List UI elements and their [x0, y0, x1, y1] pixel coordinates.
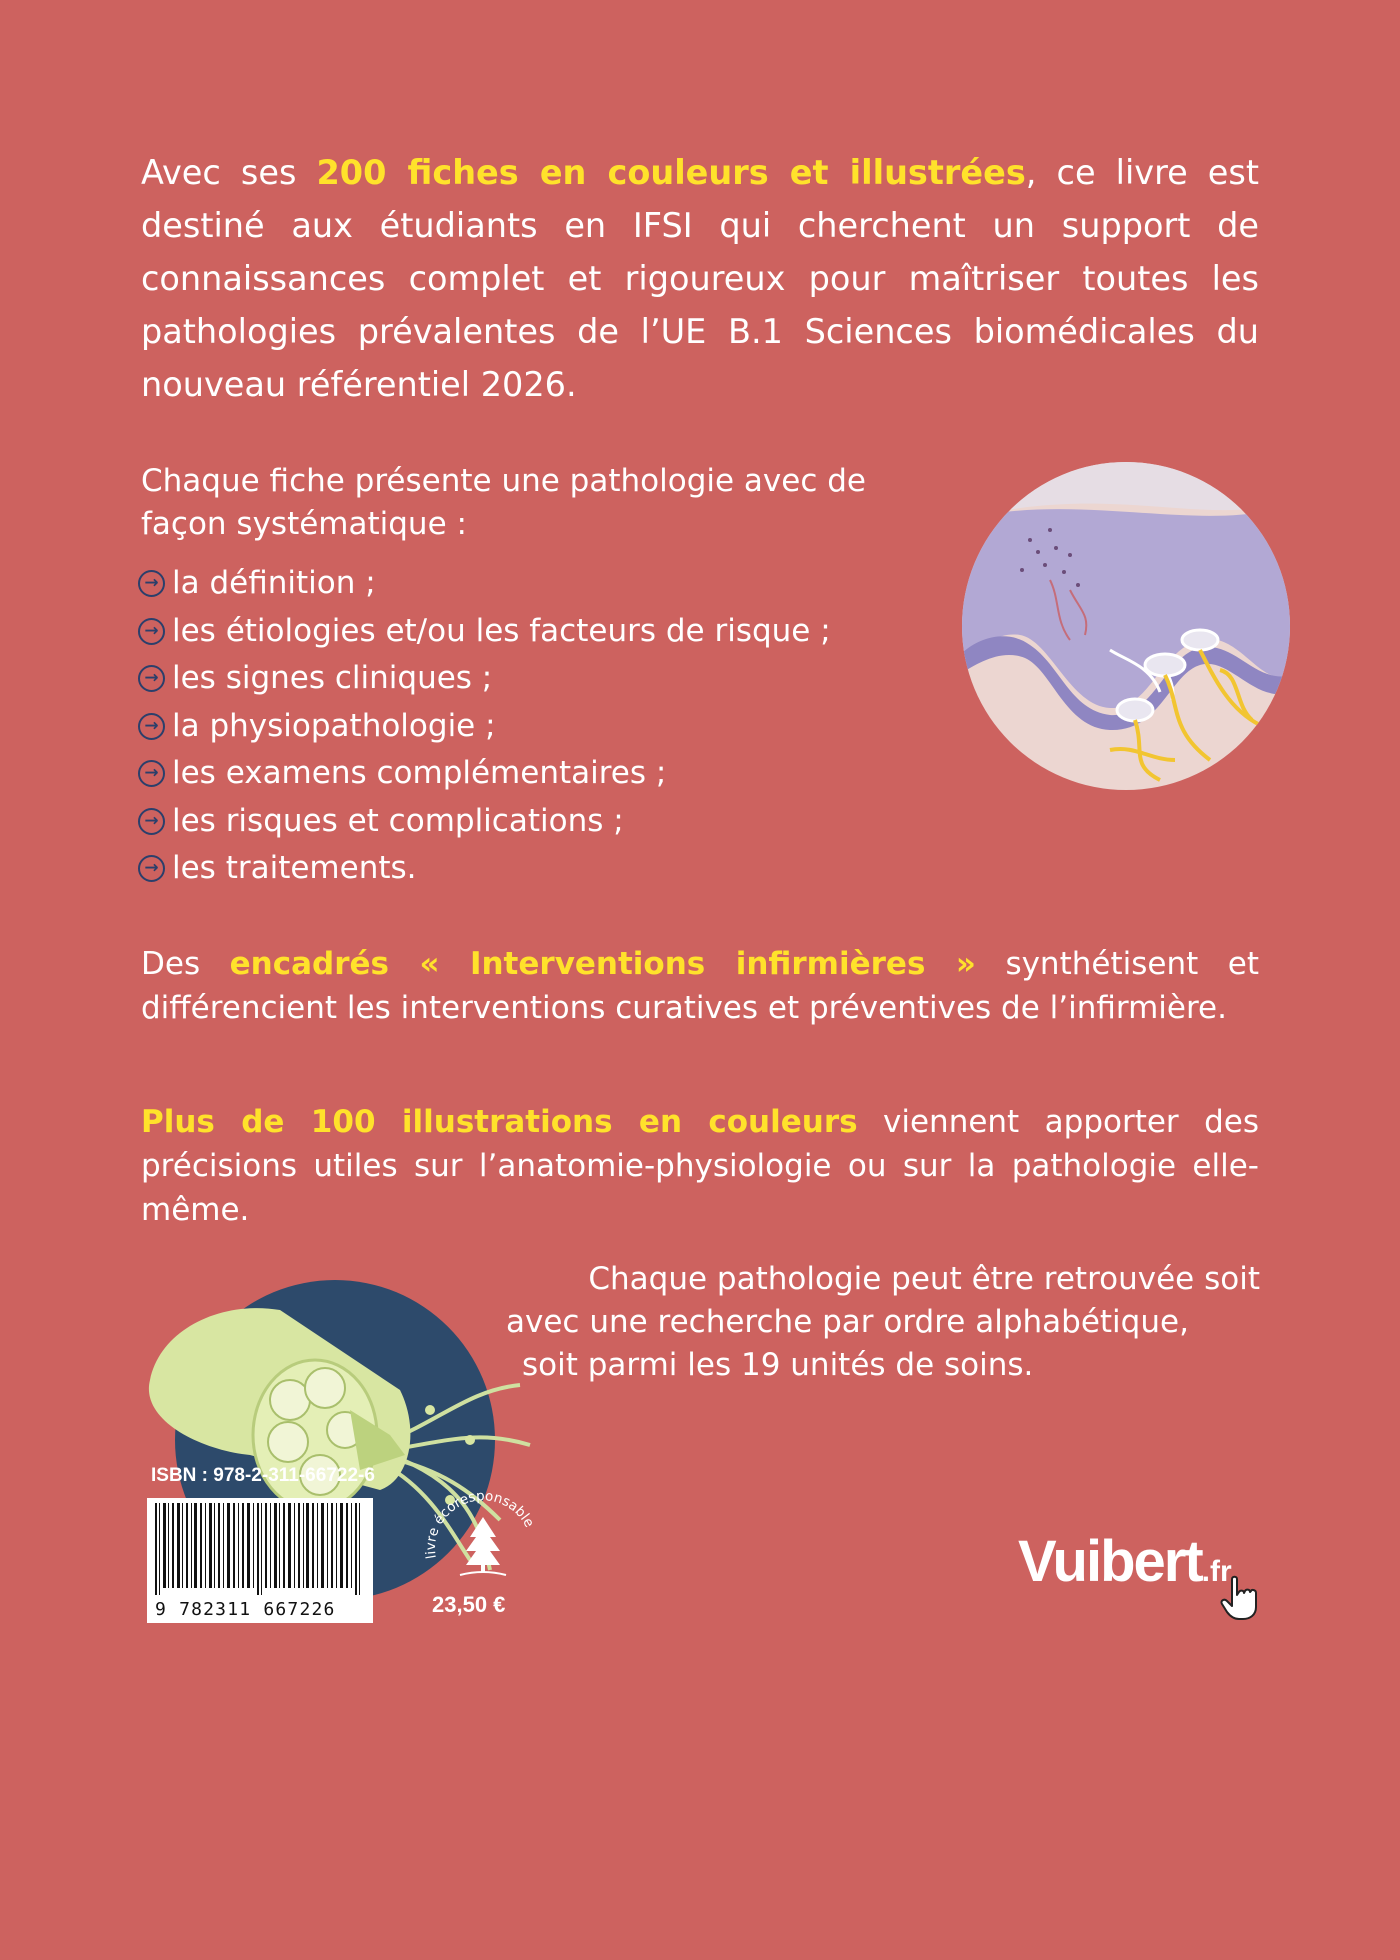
list-item [138, 560, 831, 608]
intro-paragraph [141, 146, 1259, 411]
list-item [138, 798, 831, 846]
list-item-text: les risques et complications ; [172, 802, 624, 839]
illustrations-text-end: viennent apporter des précisions utiles sur l’anatomie-physiologie ou sur la pathologie elle-même. [141, 1104, 1259, 1228]
list-item [138, 703, 831, 751]
tissue-illustration [960, 460, 1292, 792]
structure-lead: Chaque fiche présente une pathologie avec de façon systématique : [141, 463, 866, 542]
logo-tld: .fr [1201, 1555, 1232, 1588]
intro-text-end: , ce livre est destiné aux étudiants en IFSI qui cherchent un support de connaissances complet et rigoureux pour maîtriser toutes les pathologies prévalentes de l’UE B.1 Sciences biomédicales du nouveau référentiel 2026. [141, 153, 1260, 404]
barcode [147, 1498, 373, 1623]
circled-arrow-icon: → [138, 618, 165, 645]
interventions-paragraph [141, 942, 1259, 1030]
barcode-digits: 9 782311 667226 [155, 1599, 336, 1620]
search-paragraph [470, 1258, 1260, 1387]
price: 23,50 € [432, 1592, 506, 1617]
barcode-bars [147, 1498, 373, 1598]
isbn-label: ISBN : 978-2-311-66722-6 [151, 1465, 375, 1486]
circled-arrow-icon: → [138, 760, 165, 787]
circled-arrow-icon: → [138, 570, 165, 597]
structure-list [138, 560, 831, 893]
eco-badge [420, 1475, 546, 1601]
list-item [138, 608, 831, 656]
intro-text-start: Avec ses [141, 153, 317, 192]
list-item-text: la définition ; [172, 565, 376, 601]
interventions-highlight: encadrés « Interventions infirmières » [229, 946, 976, 982]
circled-arrow-icon: → [138, 855, 165, 882]
list-item [138, 750, 831, 798]
search-line-3: soit parmi les 19 unités de soins. [522, 1347, 1034, 1383]
hand-cursor-icon [1220, 1575, 1260, 1621]
list-item-text: les étiologies et/ou les facteurs de risque ; [172, 612, 831, 649]
tree-icon [460, 1517, 506, 1575]
illustrations-paragraph [141, 1100, 1259, 1232]
list-item [138, 845, 831, 893]
circled-arrow-icon: → [138, 713, 165, 740]
intro-highlight: 200 fiches en couleurs et illustrées [316, 153, 1026, 192]
search-line-1: Chaque pathologie peut être retrouvée soit [588, 1261, 1260, 1297]
interventions-text-start: Des [141, 946, 230, 982]
search-line-2: avec une recherche par ordre alphabétique, [506, 1304, 1189, 1340]
circled-arrow-icon: → [138, 665, 165, 692]
list-item-text: les traitements. [172, 850, 417, 886]
list-item [138, 655, 831, 703]
circled-arrow-icon: → [138, 808, 165, 835]
eco-label: livre écoresponsable [422, 1488, 538, 1560]
illustrations-highlight: Plus de 100 illustrations en couleurs [141, 1104, 858, 1140]
vuibert-logo[interactable] [1018, 1528, 1232, 1595]
logo-brand: Vuibert [1018, 1529, 1202, 1594]
list-item-text: la physiopathologie ; [172, 707, 496, 744]
list-item-text: les examens complémentaires ; [172, 755, 667, 791]
list-item-text: les signes cliniques ; [172, 660, 493, 696]
interventions-text-end: synthétisent et différencient les interventions curatives et préventives de l’infirmière. [141, 946, 1260, 1026]
